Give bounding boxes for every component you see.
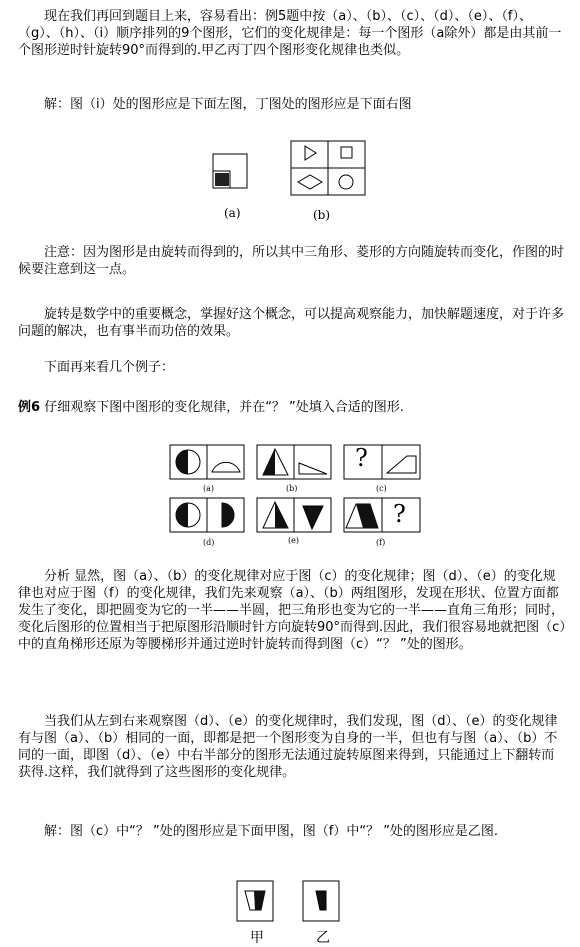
figure-label-jia: 甲 xyxy=(250,930,264,946)
panel-a xyxy=(170,445,244,479)
paragraph-rotation-review: 现在我们再回到题目上来，容易看出：例5题中按（a）、（b）、（c）、（d）、（e）、（f）、（g）、（h）、（i）顺序排列的9个图形，它们的变化规律是：每一个图形（a除外）都是由其前一个图形逆时针旋转90°而得到的.甲乙丙丁四个图形变化规律也类似。 xyxy=(18,9,562,58)
example-text: 仔细观察下图中图形的变化规律，并在“？ ”处填入合适的图形. xyxy=(44,400,404,415)
dotted-small-square xyxy=(215,173,229,186)
caption-panel-b: (b) xyxy=(286,484,298,493)
caption-panel-f: (f) xyxy=(376,538,386,547)
rhombus-shape xyxy=(298,175,322,189)
panel-f xyxy=(344,498,420,532)
panel-d xyxy=(170,498,244,532)
circle-shape xyxy=(339,175,353,189)
paragraph-analysis: 分析 显然，图（a）、（b）的变化规律对应于图（c）的变化规律；图（d）、（e）的变化规律也对应于图（f）的变化规律，我们先来观察（a）、（b）两组图形，发现在形状、位置方面都发生了变化，即把圆变为它的一半——半圆，把三角形也变为它的一半——直角三角形；同时，变化后图形的位置相当于把原图形沿顺时针方向旋转90°而得到.因此，我们很容易地就把图（c）中的直角梯形还原为等腰梯形并通过逆时针旋转而得到图（c）“？ ”处的图形。 xyxy=(18,569,566,652)
figure-row-top xyxy=(160,439,440,499)
paragraph-rotation-concept: 旋转是数学中的重要概念，掌握好这个概念，可以提高观察能力，加快解题速度，对于许多问题的解决，也有事半而功倍的效果。 xyxy=(18,307,565,339)
paragraph-solution-2: 解：图（c）中“？ ”处的图形应是下面甲图，图（f）中“？ ”处的图形应是乙图. xyxy=(44,824,499,839)
panel-b xyxy=(257,445,331,479)
example-6-statement xyxy=(18,399,566,416)
caption-panel-d: (d) xyxy=(203,538,215,547)
panel-e xyxy=(257,498,331,532)
figure-answer-b xyxy=(290,140,370,200)
question-mark-f: ? xyxy=(393,500,406,528)
paragraph-observation: 当我们从左到右来观察图（d）、（e）的变化规律时，我们发现，图（d）、（e）的变化规律有与图（a）、（b）相同的一面，即都是把一个图形变为自身的一半，但也有与图（a）、（b）不同的一面，即图（d）、（e）中右半部分的图形无法通过旋转原图来得到，只能通过上下翻转而获得.这样，我们就得到了这些图形的变化规律。 xyxy=(18,714,558,780)
question-mark-c: ? xyxy=(355,444,368,472)
caption-panel-c: (c) xyxy=(376,484,387,493)
figure-label-yi: 乙 xyxy=(316,930,330,946)
caption-panel-e: (e) xyxy=(288,536,299,545)
caption-panel-a: (a) xyxy=(203,484,215,493)
paragraph-solution-1: 解：图（i）处的图形应是下面左图，丁图处的图形应是下面右图 xyxy=(44,97,412,112)
figure-caption-a: (a) xyxy=(224,206,241,220)
square-shape xyxy=(341,147,352,158)
example-label: 例6 xyxy=(18,400,41,415)
figure-caption-b: (b) xyxy=(313,208,331,222)
figure-answer-yi xyxy=(302,880,342,924)
figure-answer-a xyxy=(212,153,252,193)
triangle-shape xyxy=(305,146,316,160)
paragraph-more-examples: 下面再来看几个例子： xyxy=(44,360,175,375)
figure-answer-jia xyxy=(236,880,276,924)
paragraph-note: 注意：因为图形是由旋转而得到的，所以其中三角形、菱形的方向随旋转而变化，作图的时候要注意到这一点。 xyxy=(18,245,565,277)
